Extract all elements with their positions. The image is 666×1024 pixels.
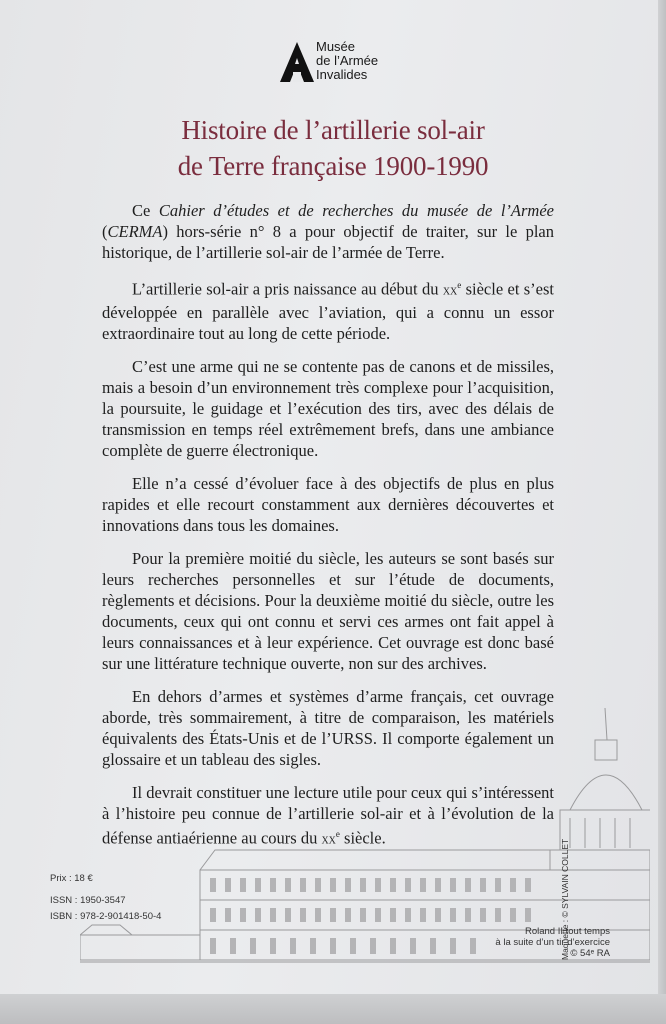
price: Prix : 18 €	[50, 873, 93, 884]
paragraph-6: En dehors d’armes et systèmes d’arme français, cet ouvrage aborde, très sommairement, à titre de comparaison, les matériels équivalents des États-Unis et de l’URSS. Il comporte également un glossaire et un tableau des sigles.	[102, 686, 554, 769]
caption-line-3: © 54ᵉ RA	[570, 948, 610, 959]
paragraph-2: L’artillerie sol-air a pris naissance au début du $xx^e$ siècle et s’est développée en parallèle avec l’aviation, qui a connu un essor extraordinaire tout au long de cette période.	[102, 279, 554, 343]
title-line-2: de Terre française 1900-1990	[177, 151, 489, 181]
caption-line-2: à la suite d’un tir d’exercice	[495, 937, 610, 948]
logo-line-1: Musée	[316, 39, 356, 54]
paragraph-3: C’est une arme qui ne se contente pas de canons et de missiles, mais a besoin d’un environnement très complexe pour l’acquisition, la poursuite, le guidage et l’exécution des tirs, avec des délais de transmission en temps réel extrêmement brefs, dans une ambiance complète de guerre électronique.	[102, 356, 554, 460]
isbn: ISBN : 978-2-901418-50-4	[50, 911, 162, 922]
paragraph-4: Elle n’a cessé d’évoluer face à des objectifs de plus en plus rapides et elle recourt constamment aux dernières découvertes et innovations dans tous les domaines.	[102, 473, 554, 535]
book-title	[0, 112, 666, 184]
page-edge-bottom	[0, 994, 666, 1024]
issn: ISSN : 1950-3547	[50, 895, 126, 906]
paragraph-5: Pour la première moitié du siècle, les auteurs se sont basés sur leurs recherches personnelles et sur l’étude de documents, règlements et décisions. Pour la deuxième moitié du siècle, outre les documents, ceux qui ont connu et servi ces armes ont fait appel à leurs connaissances et à leur expérience. Cet ouvrage est donc basé sur une littérature technique ouverte, non sur des archives.	[102, 548, 554, 673]
musee-armee-logo-icon	[280, 42, 314, 82]
paragraph-1: Ce Cahier d’études et de recherches du musée de l’Armée (CERMA) hors-série n° 8 a pour objectif de traiter, sur le plan historique, de l’artillerie sol-air de l’armée de Terre.	[102, 201, 554, 262]
logo-text	[316, 40, 378, 82]
paragraph-7: Il devrait constituer une lecture utile pour ceux qui s’intéressent à l’histoire peu connue de l’artillerie sol-air et à l’évolution de la défense antiaérienne au cours du $xx^e$ siècle.	[102, 782, 554, 847]
title-line-1: Histoire de l’artillerie sol-air	[181, 115, 485, 145]
caption-line-1: Roland II tout temps	[524, 926, 610, 937]
design-credit: Maquette : © SYLVAIN COLLET	[560, 838, 570, 960]
logo-line-3: Invalides	[316, 67, 368, 82]
musee-armee-logo	[280, 40, 440, 84]
logo-line-2: de l’Armée	[316, 53, 379, 68]
